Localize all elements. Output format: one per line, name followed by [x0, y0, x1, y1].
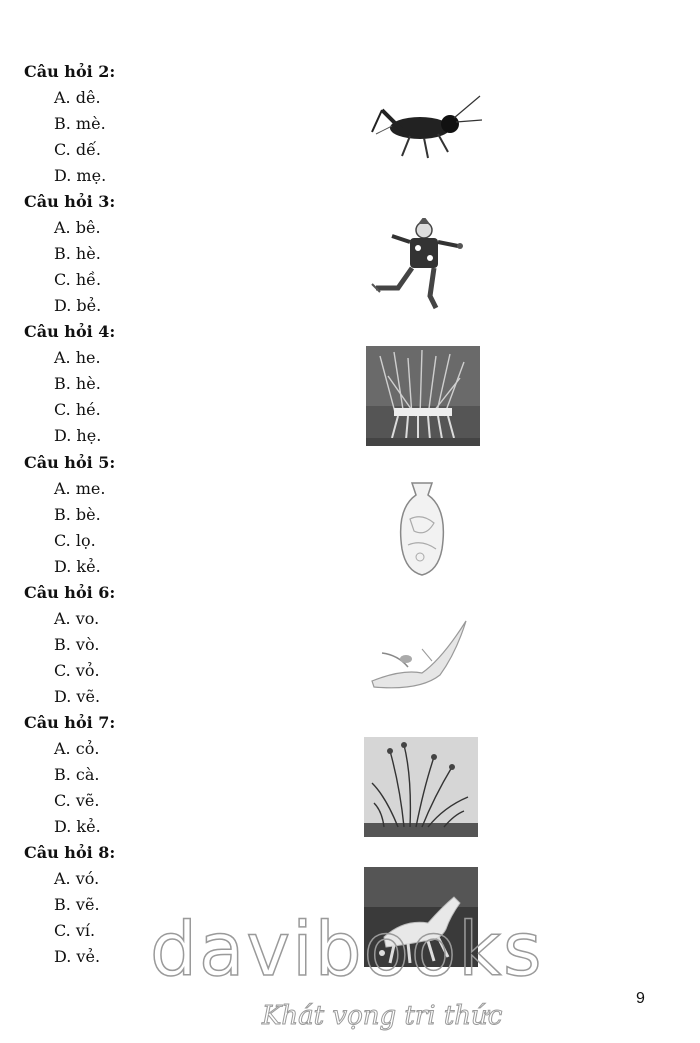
option-c: C. ví.	[54, 921, 96, 940]
option-d: D. vẽ.	[54, 687, 101, 706]
option-a: A. dê.	[54, 88, 101, 107]
grass-icon	[364, 737, 478, 837]
question-title: Câu hỏi 3:	[24, 192, 116, 211]
option-c: C. hé.	[54, 400, 101, 419]
question-title: Câu hỏi 5:	[24, 453, 116, 472]
option-c: C. vỏ.	[54, 661, 100, 680]
option-d: D. kẻ.	[54, 817, 101, 836]
option-a: A. vó.	[54, 869, 100, 888]
watermark-slogan: Khát vọng tri thức	[262, 1001, 503, 1031]
option-d: D. vẻ.	[54, 947, 101, 966]
vase-icon	[362, 479, 482, 579]
option-b: B. vẽ.	[54, 895, 100, 914]
option-b: B. mè.	[54, 114, 106, 133]
option-b: B. hè.	[54, 374, 101, 393]
option-a: A. vo.	[54, 609, 100, 628]
option-b: B. bè.	[54, 505, 101, 524]
option-d: D. hẹ.	[54, 426, 102, 445]
option-c: C. hề.	[54, 270, 102, 289]
page-number: 9	[636, 990, 645, 1007]
option-a: A. cỏ.	[54, 739, 100, 758]
option-b: B. vò.	[54, 635, 100, 654]
question-6	[0, 583, 700, 713]
clown-icon	[362, 218, 482, 318]
option-c: C. vẽ.	[54, 791, 100, 810]
option-d: D. bẻ.	[54, 296, 102, 315]
option-d: D. kẻ.	[54, 557, 101, 576]
question-title: Câu hỏi 8:	[24, 843, 116, 862]
question-2	[0, 62, 700, 192]
option-a: A. bê.	[54, 218, 101, 237]
option-a: A. he.	[54, 348, 101, 367]
option-b: B. cà.	[54, 765, 100, 784]
question-title: Câu hỏi 2:	[24, 62, 116, 81]
question-title: Câu hỏi 6:	[24, 583, 116, 602]
rice-bundle-icon	[366, 346, 480, 446]
question-title: Câu hỏi 4:	[24, 322, 116, 341]
question-5	[0, 453, 700, 583]
bird-icon	[362, 609, 482, 709]
option-b: B. hè.	[54, 244, 101, 263]
option-a: A. me.	[54, 479, 106, 498]
option-c: C. dế.	[54, 140, 102, 159]
question-4	[0, 322, 700, 452]
question-7	[0, 713, 700, 843]
question-3	[0, 192, 700, 322]
question-title: Câu hỏi 7:	[24, 713, 116, 732]
watermark-brand-logo: davibooks	[150, 907, 544, 993]
cricket-icon	[362, 90, 482, 190]
option-d: D. mẹ.	[54, 166, 107, 185]
option-c: C. lọ.	[54, 531, 96, 550]
